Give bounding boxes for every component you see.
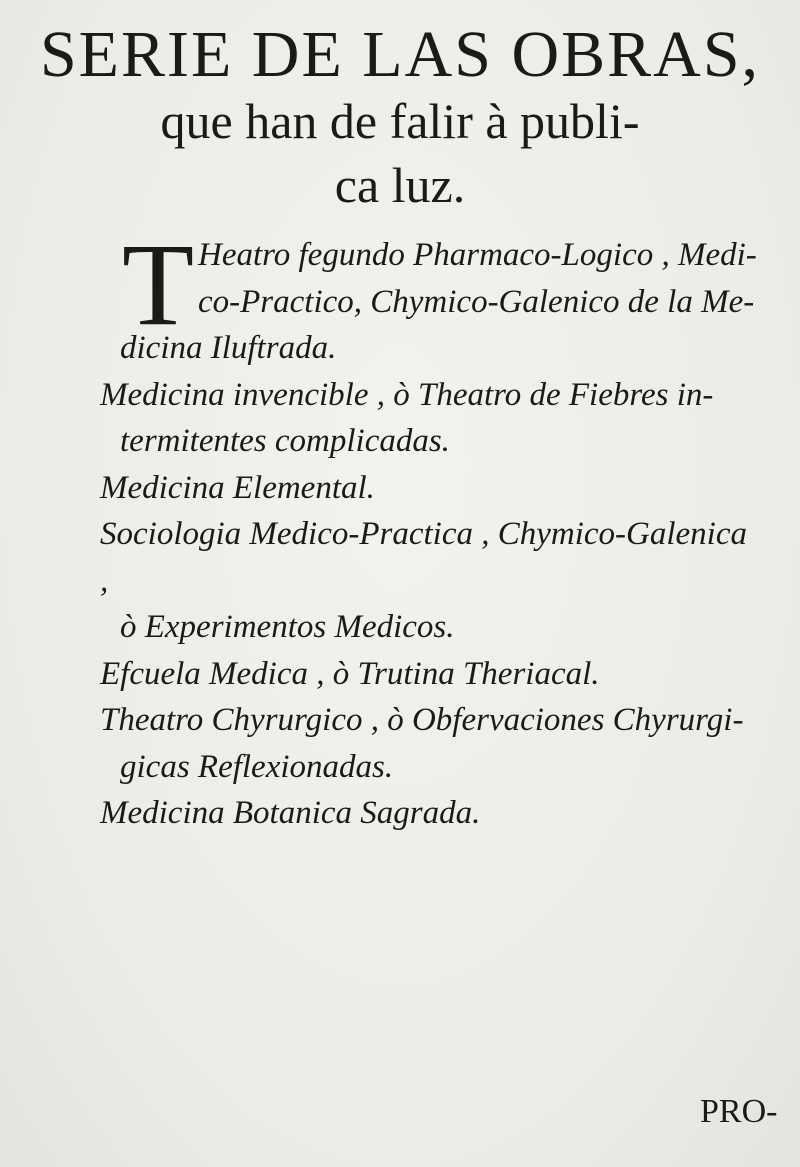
work-entry-1-line-3: dicina Iluftrada. [120,330,337,366]
work-entry-4-line-1: Sociologia Medico-Practica , Chymico-Galenica , [100,516,747,599]
work-entry-6-line-2: gicas Reflexionadas. [120,748,394,785]
work-entry-4-line-2: ò Experimentos Medicos. [120,609,455,645]
work-entry-2-line-1: Medicina invencible , ò Theatro de Fiebres in- [100,376,714,413]
work-entry-7: Medicina Botanica Sagrada. [100,795,481,831]
series-subtitle-line-1: que han de falir à publi- [160,93,640,149]
series-title: SERIE DE LAS OBRAS, [39,18,761,91]
work-entry-5: Efcuela Medica , ò Trutina Theriacal. [100,655,600,692]
works-list [100,232,760,837]
drop-cap: T [122,219,195,350]
series-subtitle-line-2: ca luz. [334,157,466,213]
work-entry-2-line-2: termitentes complicadas. [120,423,450,459]
catchword: PRO- [700,1093,778,1130]
work-entry-1-line-1: Heatro fegundo Pharmaco-Logico , Medi- [198,237,757,273]
work-entry-1-line-2: co-Practico, Chymico-Galenico de la Me- [198,283,755,320]
work-entry-3: Medicina Elemental. [100,469,375,506]
work-entry-6-line-1: Theatro Chyrurgico , ò Obfervaciones Chyrurgi- [100,702,744,738]
